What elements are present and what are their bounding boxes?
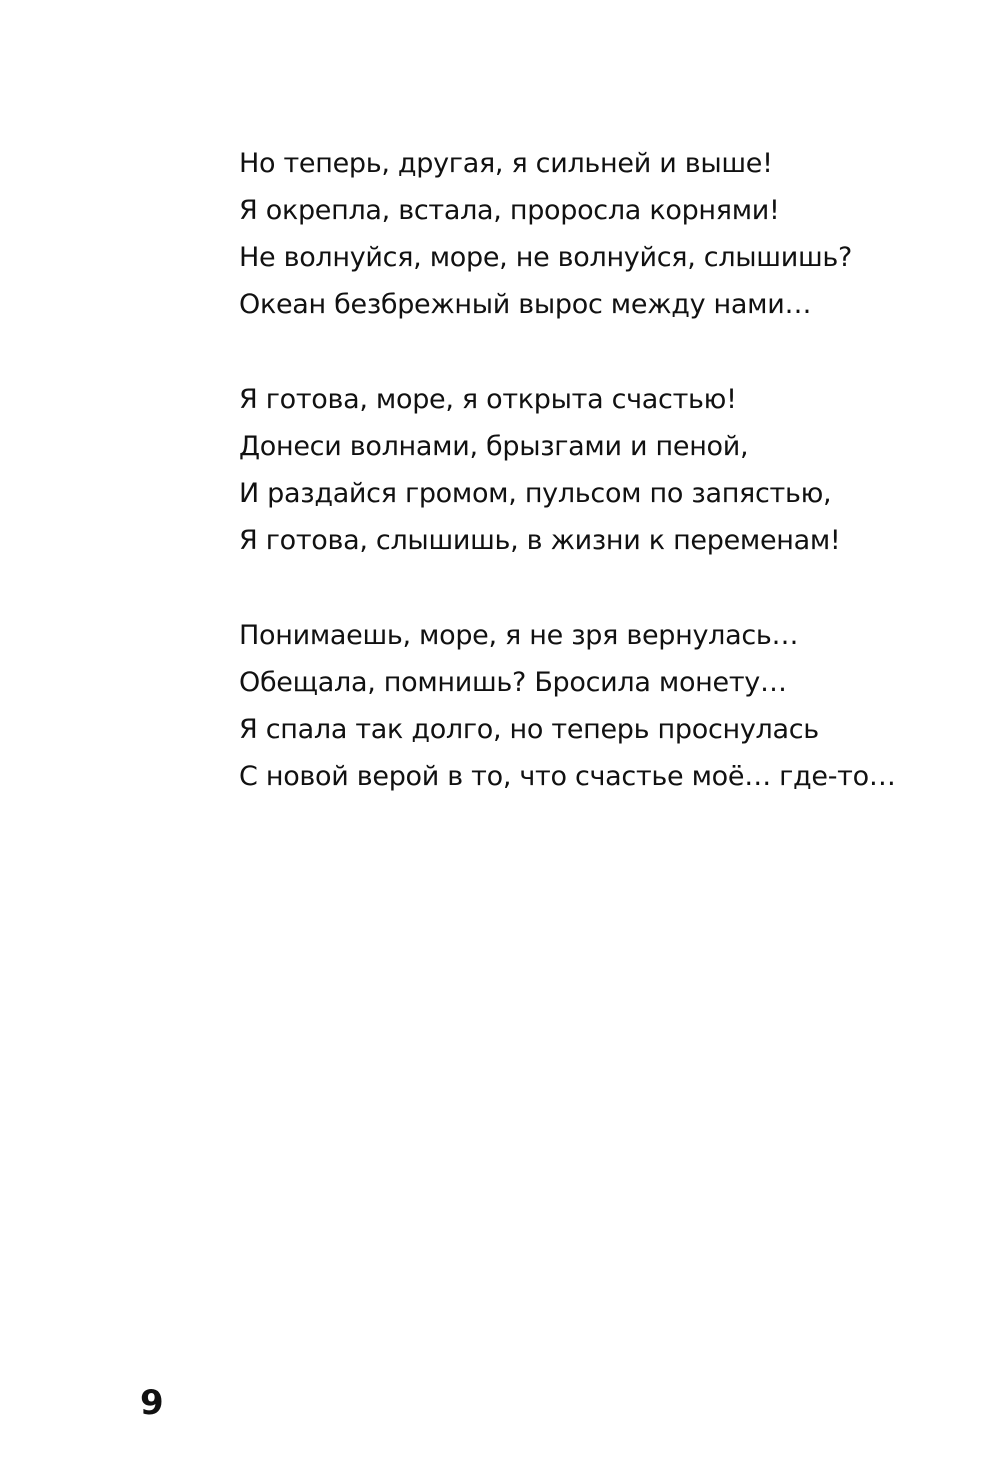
poem-line: Я готова, слышишь, в жизни к переменам! bbox=[239, 525, 841, 556]
stanza-1 bbox=[239, 140, 939, 328]
poem-line: Я готова, море, я открыта счастью! bbox=[239, 384, 737, 415]
poem-line: Я окрепла, встала, проросла корнями! bbox=[239, 195, 780, 226]
poem-line: И раздайся громом, пульсом по запястью, bbox=[239, 478, 832, 509]
poem-line: С новой верой в то, что счастье моё… где-то… bbox=[239, 761, 896, 792]
poem-line: Но теперь, другая, я сильней и выше! bbox=[239, 148, 773, 179]
poem-line: Донеси волнами, брызгами и пеной, bbox=[239, 431, 749, 462]
poem-line: Понимаешь, море, я не зря вернулась… bbox=[239, 620, 799, 651]
poem-line: Обещала, помнишь? Бросила монету… bbox=[239, 667, 787, 698]
poem-line: Не волнуйся, море, не волнуйся, слышишь? bbox=[239, 242, 853, 273]
stanza-2 bbox=[239, 376, 939, 564]
poem bbox=[239, 140, 939, 848]
poem-line: Я спала так долго, но теперь проснулась bbox=[239, 714, 819, 745]
stanza-3 bbox=[239, 612, 939, 800]
poem-line: Океан безбрежный вырос между нами… bbox=[239, 289, 812, 320]
page-number: 9 bbox=[140, 1383, 164, 1423]
